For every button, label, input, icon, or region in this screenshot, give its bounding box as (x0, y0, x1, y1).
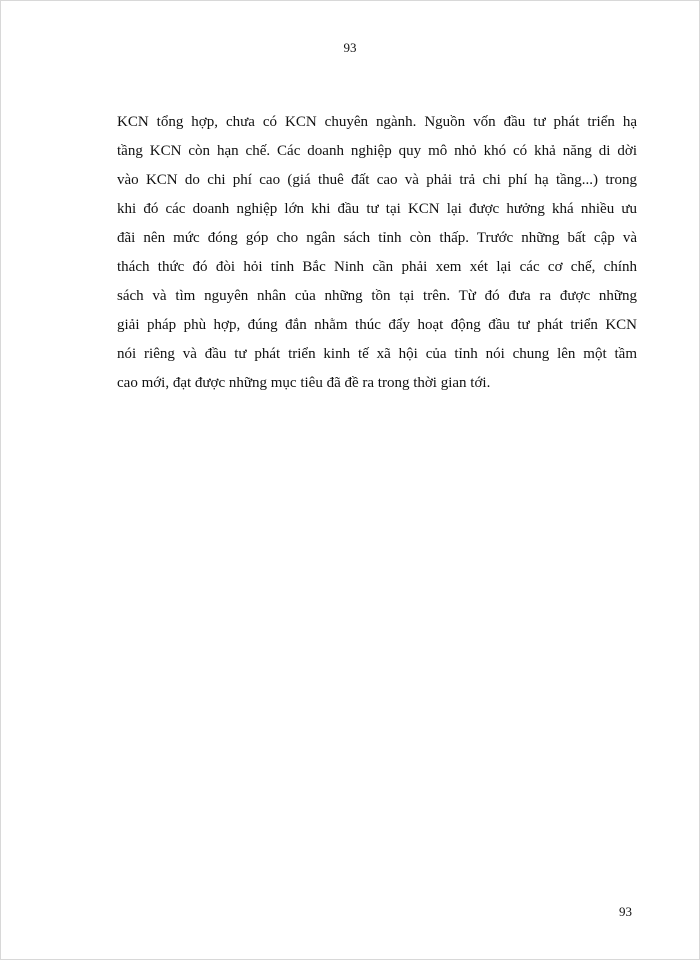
text-line: cao mới, đạt được những mục tiêu đã đề ra trong thời gian tới. (117, 375, 491, 391)
text-line: khi đó các doanh nghiệp lớn khi đầu tư tại KCN lại được hưởng khá nhiều ưu (117, 201, 637, 217)
text-line: nói riêng và đầu tư phát triển kinh tế xã hội của tỉnh nói chung lên một tầm (117, 346, 637, 362)
body-paragraph (117, 108, 637, 398)
text-line: đãi nên mức đóng góp cho ngân sách tỉnh còn thấp. Trước những bất cập và (117, 230, 637, 246)
text-line: vào KCN do chi phí cao (giá thuê đất cao và phải trả chi phí hạ tầng...) trong (117, 172, 637, 188)
text-line: sách và tìm nguyên nhân của những tồn tại trên. Từ đó đưa ra được những (117, 288, 637, 304)
text-line: giải pháp phù hợp, đúng đắn nhằm thúc đẩy hoạt động đầu tư phát triển KCN (117, 317, 637, 333)
text-line: KCN tổng hợp, chưa có KCN chuyên ngành. Nguồn vốn đầu tư phát triển hạ (117, 114, 637, 130)
text-line: thách thức đó đòi hỏi tỉnh Bắc Ninh cần phải xem xét lại các cơ chế, chính (117, 259, 637, 275)
page-number-footer: 93 (619, 904, 632, 919)
page-number-header: 93 (343, 40, 357, 55)
text-line: tầng KCN còn hạn chế. Các doanh nghiệp quy mô nhỏ khó có khả năng di dời (117, 143, 637, 159)
